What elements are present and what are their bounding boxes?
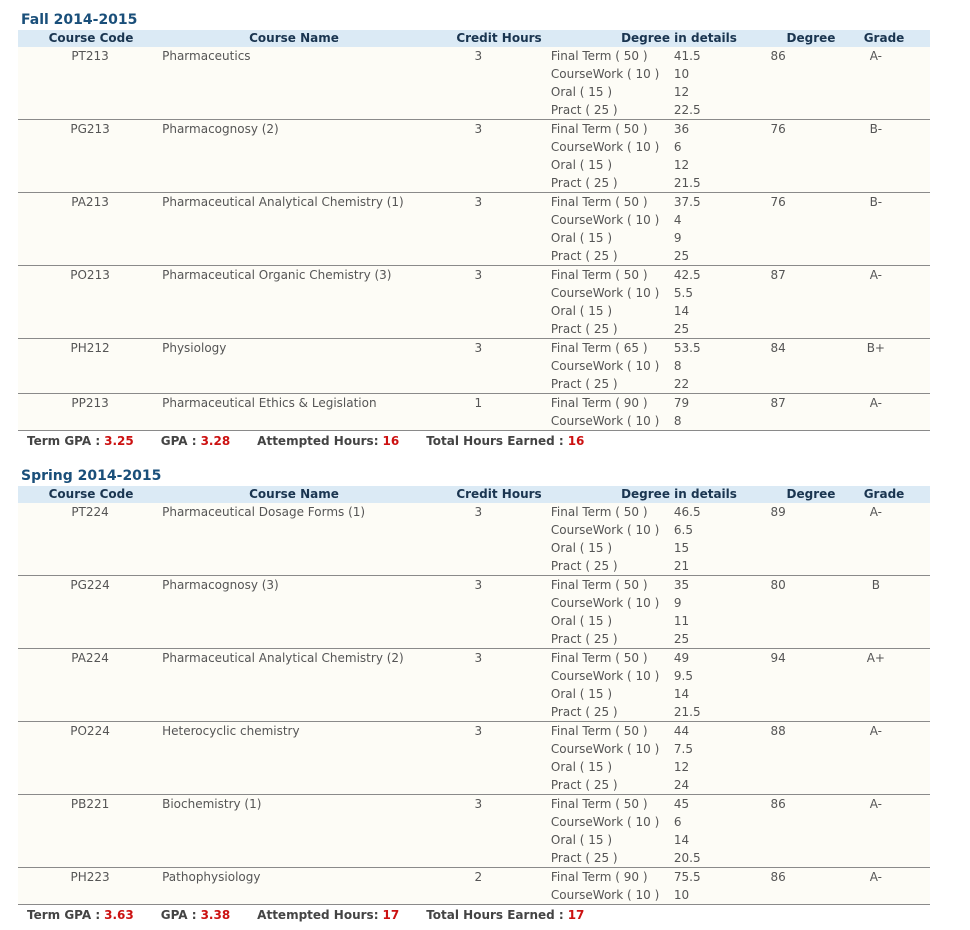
course-grade: A- [869, 724, 882, 738]
detail-line [551, 776, 735, 794]
detail-line [551, 557, 735, 575]
header-course-code: Course Code [48, 487, 134, 501]
term-title: Spring 2014-2015 [21, 468, 162, 484]
table-row [18, 868, 930, 905]
credit-hours: 3 [474, 651, 483, 665]
detail-label: CourseWork ( 10 ) [550, 742, 660, 756]
course-code: PG224 [70, 578, 110, 592]
detail-label: Final Term ( 50 ) [550, 578, 648, 592]
detail-label: CourseWork ( 10 ) [550, 67, 660, 81]
header-degree-details: Degree in details [621, 487, 737, 501]
detail-value: 75.5 [673, 870, 701, 884]
detail-value: 49 [673, 651, 690, 665]
detail-label: Final Term ( 65 ) [550, 341, 648, 355]
detail-label: CourseWork ( 10 ) [550, 596, 660, 610]
attempted-hours [257, 905, 399, 925]
course-code: PO224 [70, 724, 110, 738]
course-code: PG213 [70, 122, 110, 136]
table-row [18, 649, 930, 722]
course-grade: B- [869, 195, 883, 209]
credit-hours: 3 [474, 341, 483, 355]
detail-label: Oral ( 15 ) [550, 833, 613, 847]
course-grade: A- [869, 870, 882, 884]
detail-value: 46.5 [673, 505, 701, 519]
header-credit-hours: Credit Hours [456, 487, 542, 501]
detail-label: CourseWork ( 10 ) [550, 359, 660, 373]
detail-label: Final Term ( 50 ) [550, 49, 648, 63]
detail-label: Oral ( 15 ) [550, 231, 613, 245]
cumulative-gpa-value: 3.38 [200, 908, 231, 922]
course-code: PT213 [71, 49, 109, 63]
detail-line [551, 229, 735, 247]
term-gpa-value: 3.63 [104, 908, 134, 922]
term-title: Fall 2014-2015 [21, 12, 138, 28]
detail-line [551, 101, 735, 119]
detail-line [551, 831, 735, 849]
header-course-code: Course Code [48, 31, 134, 45]
detail-label: CourseWork ( 10 ) [550, 140, 660, 154]
header-degree: Degree [786, 31, 836, 45]
course-degree: 86 [770, 870, 786, 884]
term-summary [18, 905, 930, 925]
total-hours-earned [426, 905, 584, 925]
detail-label: Oral ( 15 ) [550, 541, 613, 555]
detail-label: Final Term ( 50 ) [550, 651, 648, 665]
detail-label: Pract ( 25 ) [550, 851, 618, 865]
total-hours-earned-label: Total Hours Earned : [426, 908, 564, 922]
term-spring-2014-2015 [18, 466, 930, 925]
table-row [18, 795, 930, 868]
table-row [18, 47, 930, 120]
detail-label: Oral ( 15 ) [550, 760, 613, 774]
degree-details [551, 503, 735, 575]
course-degree: 84 [770, 341, 786, 355]
course-grade: B+ [866, 341, 885, 355]
course-grade: A- [869, 797, 882, 811]
table-row [18, 394, 930, 431]
course-code: PT224 [71, 505, 109, 519]
course-code: PA213 [71, 195, 109, 209]
course-name: Pharmaceutical Analytical Chemistry (2) [162, 651, 404, 665]
detail-line [551, 65, 735, 83]
detail-value: 42.5 [673, 268, 701, 282]
detail-line [551, 594, 735, 612]
degree-details [551, 722, 735, 794]
detail-value: 6 [673, 140, 682, 154]
course-grade: A- [869, 396, 882, 410]
course-code: PB221 [70, 797, 110, 811]
degree-details [551, 339, 735, 393]
attempted-hours-value: 16 [382, 434, 400, 448]
detail-line [551, 576, 735, 594]
cumulative-gpa [161, 905, 230, 925]
table-row [18, 193, 930, 266]
course-grade: A+ [866, 651, 885, 665]
detail-line [551, 83, 735, 101]
detail-value: 8 [673, 359, 682, 373]
detail-line [551, 302, 735, 320]
detail-label: Pract ( 25 ) [550, 632, 618, 646]
course-degree: 76 [770, 195, 786, 209]
cumulative-gpa-label: GPA : [160, 908, 197, 922]
course-degree: 89 [770, 505, 786, 519]
detail-value: 14 [673, 687, 690, 701]
detail-line [551, 320, 735, 338]
table-row [18, 576, 930, 649]
course-code: PP213 [71, 396, 109, 410]
term-gpa-value: 3.25 [104, 434, 134, 448]
detail-label: Pract ( 25 ) [550, 322, 618, 336]
detail-label: Pract ( 25 ) [550, 559, 618, 573]
degree-details [551, 649, 735, 721]
course-degree: 94 [770, 651, 786, 665]
credit-hours: 3 [474, 268, 483, 282]
detail-label: CourseWork ( 10 ) [550, 815, 660, 829]
detail-value: 45 [673, 797, 690, 811]
course-name: Pharmaceutical Analytical Chemistry (1) [162, 195, 404, 209]
detail-line [551, 758, 735, 776]
table-row [18, 266, 930, 339]
detail-line [551, 612, 735, 630]
table-row [18, 722, 930, 795]
detail-label: CourseWork ( 10 ) [550, 669, 660, 683]
course-name: Pharmaceutical Dosage Forms (1) [162, 505, 366, 519]
detail-label: CourseWork ( 10 ) [550, 523, 660, 537]
detail-line [551, 795, 735, 813]
detail-value: 21.5 [673, 705, 701, 719]
course-name: Physiology [162, 341, 227, 355]
detail-value: 10 [673, 67, 690, 81]
cumulative-gpa-value: 3.28 [200, 434, 231, 448]
detail-label: Oral ( 15 ) [550, 304, 613, 318]
cumulative-gpa-label: GPA : [160, 434, 197, 448]
detail-line [551, 339, 735, 357]
degree-details [551, 47, 735, 119]
detail-label: CourseWork ( 10 ) [550, 888, 660, 902]
detail-value: 6.5 [673, 523, 693, 537]
course-degree: 88 [770, 724, 786, 738]
detail-line [551, 266, 735, 284]
detail-label: Pract ( 25 ) [550, 249, 618, 263]
detail-value: 9 [673, 231, 682, 245]
degree-details [551, 868, 735, 904]
detail-value: 25 [673, 632, 690, 646]
detail-line [551, 357, 735, 375]
detail-line [551, 138, 735, 156]
detail-label: Final Term ( 50 ) [550, 505, 648, 519]
detail-value: 21.5 [673, 176, 701, 190]
detail-value: 12 [673, 85, 690, 99]
total-hours-earned-label: Total Hours Earned : [426, 434, 564, 448]
detail-value: 22.5 [673, 103, 701, 117]
course-name: Pathophysiology [162, 870, 261, 884]
detail-line [551, 284, 735, 302]
table-row [18, 339, 930, 394]
detail-label: Final Term ( 90 ) [550, 396, 648, 410]
degree-details [551, 266, 735, 338]
term-gpa-label: Term GPA : [27, 908, 101, 922]
detail-line [551, 703, 735, 721]
course-grade: A- [869, 268, 882, 282]
attempted-hours [257, 431, 399, 451]
detail-line [551, 174, 735, 192]
term-gpa [27, 431, 134, 451]
course-name: Pharmaceutical Ethics & Legislation [162, 396, 377, 410]
detail-line [551, 539, 735, 557]
detail-value: 53.5 [673, 341, 701, 355]
detail-label: Final Term ( 50 ) [550, 122, 648, 136]
detail-value: 41.5 [673, 49, 701, 63]
detail-label: Final Term ( 50 ) [550, 268, 648, 282]
detail-line [551, 394, 735, 412]
detail-line [551, 740, 735, 758]
detail-line [551, 120, 735, 138]
detail-value: 37.5 [673, 195, 701, 209]
detail-value: 35 [673, 578, 690, 592]
course-grade: B- [869, 122, 883, 136]
detail-label: Final Term ( 50 ) [550, 797, 648, 811]
detail-value: 6 [673, 815, 682, 829]
course-degree: 86 [770, 797, 786, 811]
detail-label: CourseWork ( 10 ) [550, 213, 660, 227]
detail-value: 14 [673, 304, 690, 318]
header-course-name: Course Name [249, 31, 339, 45]
detail-line [551, 47, 735, 65]
detail-value: 25 [673, 249, 690, 263]
degree-details [551, 193, 735, 265]
header-grade: Grade [863, 487, 905, 501]
detail-value: 36 [673, 122, 690, 136]
detail-line [551, 503, 735, 521]
detail-line [551, 193, 735, 211]
degree-details [551, 576, 735, 648]
course-grade: A- [869, 505, 882, 519]
course-degree: 86 [770, 49, 786, 63]
total-hours-earned-value: 17 [567, 908, 585, 922]
detail-line [551, 521, 735, 539]
detail-line [551, 868, 735, 886]
detail-value: 12 [673, 158, 690, 172]
table-header [18, 486, 930, 503]
term-fall-2014-2015 [18, 10, 930, 451]
degree-details [551, 120, 735, 192]
detail-label: Pract ( 25 ) [550, 705, 618, 719]
course-degree: 87 [770, 396, 786, 410]
header-degree-details: Degree in details [621, 31, 737, 45]
detail-line [551, 813, 735, 831]
detail-value: 21 [673, 559, 690, 573]
course-name: Biochemistry (1) [162, 797, 262, 811]
detail-line [551, 685, 735, 703]
detail-label: Oral ( 15 ) [550, 687, 613, 701]
degree-details [551, 394, 735, 430]
detail-line [551, 156, 735, 174]
detail-line [551, 849, 735, 867]
credit-hours: 3 [474, 505, 483, 519]
credit-hours: 2 [474, 870, 483, 884]
course-grade: B [871, 578, 880, 592]
detail-label: Final Term ( 50 ) [550, 724, 648, 738]
credit-hours: 3 [474, 797, 483, 811]
header-grade: Grade [863, 31, 905, 45]
course-degree: 87 [770, 268, 786, 282]
detail-label: Pract ( 25 ) [550, 176, 618, 190]
detail-line [551, 649, 735, 667]
course-grade: A- [869, 49, 882, 63]
detail-line [551, 211, 735, 229]
course-code: PH212 [70, 341, 110, 355]
course-degree: 80 [770, 578, 786, 592]
detail-label: CourseWork ( 10 ) [550, 286, 660, 300]
detail-value: 25 [673, 322, 690, 336]
course-name: Pharmaceutics [162, 49, 251, 63]
detail-value: 9.5 [673, 669, 693, 683]
term-gpa [27, 905, 134, 925]
total-hours-earned-value: 16 [567, 434, 585, 448]
course-name: Heterocyclic chemistry [162, 724, 300, 738]
course-degree: 76 [770, 122, 786, 136]
detail-line [551, 886, 735, 904]
credit-hours: 1 [474, 396, 483, 410]
detail-label: Oral ( 15 ) [550, 158, 613, 172]
attempted-hours-label: Attempted Hours: [257, 434, 379, 448]
detail-label: Oral ( 15 ) [550, 614, 613, 628]
degree-details [551, 795, 735, 867]
table-header [18, 30, 930, 47]
detail-value: 20.5 [673, 851, 701, 865]
detail-value: 4 [673, 213, 682, 227]
detail-value: 22 [673, 377, 690, 391]
attempted-hours-label: Attempted Hours: [257, 908, 379, 922]
detail-line [551, 630, 735, 648]
detail-value: 15 [673, 541, 690, 555]
total-hours-earned [426, 431, 584, 451]
course-code: PH223 [70, 870, 110, 884]
credit-hours: 3 [474, 195, 483, 209]
course-code: PA224 [71, 651, 109, 665]
course-name: Pharmacognosy (2) [162, 122, 279, 136]
term-gpa-label: Term GPA : [27, 434, 101, 448]
detail-value: 14 [673, 833, 690, 847]
detail-value: 10 [673, 888, 690, 902]
credit-hours: 3 [474, 724, 483, 738]
detail-line [551, 722, 735, 740]
detail-label: Final Term ( 50 ) [550, 195, 648, 209]
detail-value: 44 [673, 724, 690, 738]
cumulative-gpa [161, 431, 230, 451]
course-name: Pharmaceutical Organic Chemistry (3) [162, 268, 392, 282]
credit-hours: 3 [474, 578, 483, 592]
detail-value: 24 [673, 778, 690, 792]
detail-line [551, 375, 735, 393]
header-degree: Degree [786, 487, 836, 501]
attempted-hours-value: 17 [382, 908, 400, 922]
table-row [18, 503, 930, 576]
detail-line [551, 247, 735, 265]
detail-line [551, 412, 735, 430]
detail-value: 9 [673, 596, 682, 610]
detail-value: 7.5 [673, 742, 693, 756]
detail-label: CourseWork ( 10 ) [550, 414, 660, 428]
detail-label: Pract ( 25 ) [550, 778, 618, 792]
credit-hours: 3 [474, 122, 483, 136]
detail-value: 79 [673, 396, 690, 410]
detail-label: Pract ( 25 ) [550, 377, 618, 391]
course-code: PO213 [70, 268, 110, 282]
course-name: Pharmacognosy (3) [162, 578, 279, 592]
header-course-name: Course Name [249, 487, 339, 501]
detail-label: Oral ( 15 ) [550, 85, 613, 99]
detail-value: 5.5 [673, 286, 693, 300]
detail-line [551, 667, 735, 685]
detail-label: Pract ( 25 ) [550, 103, 618, 117]
detail-value: 8 [673, 414, 682, 428]
credit-hours: 3 [474, 49, 483, 63]
header-credit-hours: Credit Hours [456, 31, 542, 45]
table-row [18, 120, 930, 193]
detail-label: Final Term ( 90 ) [550, 870, 648, 884]
detail-value: 12 [673, 760, 690, 774]
term-summary [18, 431, 930, 451]
detail-value: 11 [673, 614, 690, 628]
